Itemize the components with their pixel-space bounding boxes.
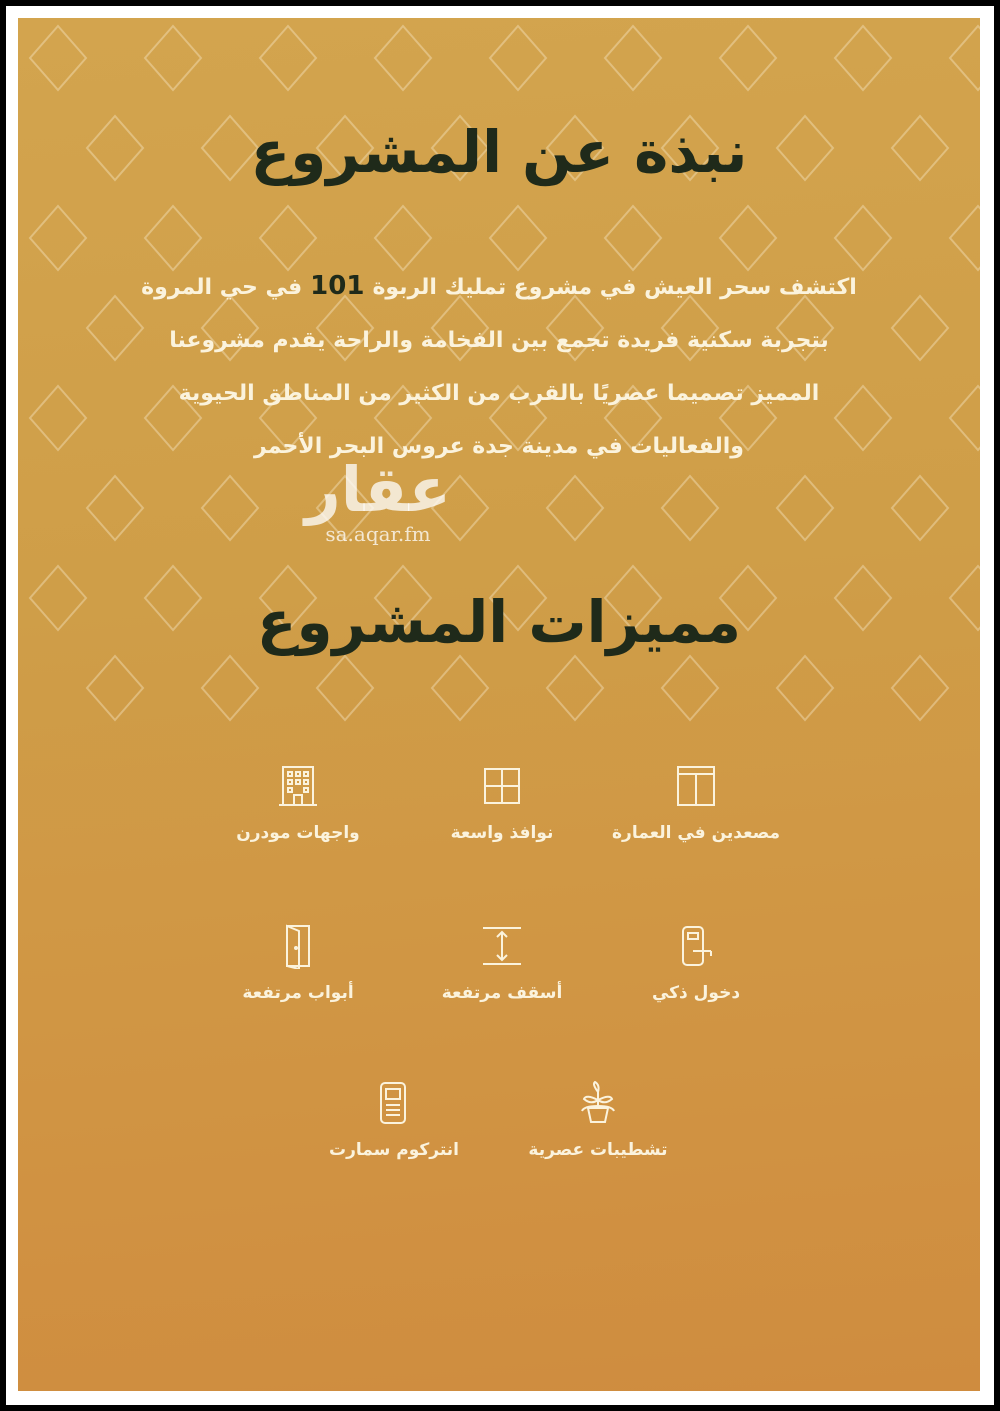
features-heading: مميزات المشروع	[256, 588, 742, 656]
feature-high-doors	[198, 923, 398, 1003]
feature-label: مصعدين في العمارة	[612, 823, 780, 843]
pattern-diamond	[317, 656, 373, 720]
pattern-diamond	[662, 476, 718, 540]
about-line-1: اكتشف سحر العيش في مشروع تمليك الربوة101في حي المروة	[141, 271, 857, 301]
pattern-diamond	[892, 656, 948, 720]
plant-icon	[575, 1080, 621, 1126]
door-icon	[275, 923, 321, 969]
ceiling-height-icon	[479, 923, 525, 969]
pattern-diamond	[490, 26, 546, 90]
about-heading: نبذة عن المشروع	[250, 118, 748, 186]
about-paragraph	[128, 260, 870, 473]
pattern-diamond	[720, 26, 776, 90]
aqar-watermark	[288, 453, 468, 546]
pattern-diamond	[260, 26, 316, 90]
elevator-icon	[673, 763, 719, 809]
feature-label: واجهات مودرن	[236, 823, 360, 843]
pattern-diamond	[777, 476, 833, 540]
pattern-diamond	[605, 26, 661, 90]
aqar-watermark-logo: عقار	[305, 453, 451, 526]
pattern-diamond	[835, 26, 891, 90]
feature-label: دخول ذكي	[651, 983, 741, 1003]
pattern-diamond	[892, 476, 948, 540]
pattern-diamond	[432, 656, 488, 720]
feature-label: تشطيبات عصرية	[528, 1140, 668, 1160]
pattern-diamond	[30, 26, 86, 90]
feature-smart-intercom	[294, 1080, 494, 1160]
pattern-diamond	[950, 386, 980, 450]
pattern-diamond	[662, 656, 718, 720]
brochure-panel	[18, 18, 980, 1391]
pattern-diamond	[30, 386, 86, 450]
about-line-3: المميز تصميما عصريًا بالقرب من الكثير من المناطق الحيوية	[178, 381, 820, 406]
aqar-watermark-url: sa.aqar.fm	[325, 522, 431, 546]
pattern-diamond	[547, 476, 603, 540]
about-line-2: بتجربة سكنية فريدة تجمع بين الفخامة والراحة يقدم مشروعنا	[169, 328, 829, 353]
smart-lock-icon	[673, 923, 719, 969]
intercom-icon	[371, 1080, 417, 1126]
pattern-diamond	[547, 656, 603, 720]
pattern-diamond	[145, 26, 201, 90]
pattern-diamond	[950, 206, 980, 270]
pattern-diamond	[950, 26, 980, 90]
window-icon	[479, 763, 525, 809]
feature-elevators	[596, 763, 796, 843]
pattern-diamond	[777, 656, 833, 720]
building-facade-icon	[275, 763, 321, 809]
project-number: 101	[310, 271, 365, 301]
feature-windows	[402, 763, 602, 843]
pattern-diamond	[87, 656, 143, 720]
feature-facades	[198, 763, 398, 843]
pattern-diamond	[30, 206, 86, 270]
pattern-diamond	[202, 476, 258, 540]
pattern-diamond	[375, 26, 431, 90]
pattern-diamond	[87, 476, 143, 540]
feature-label: أسقف مرتفعة	[441, 983, 563, 1003]
feature-high-ceilings	[402, 923, 602, 1003]
pattern-diamond	[202, 656, 258, 720]
pattern-diamond	[892, 296, 948, 360]
feature-label: نوافذ واسعة	[450, 823, 554, 843]
feature-label: انتركوم سمارت	[328, 1140, 459, 1160]
feature-modern-finishes	[498, 1080, 698, 1160]
feature-smart-entry	[596, 923, 796, 1003]
feature-label: أبواب مرتفعة	[242, 983, 354, 1003]
about-line-4: والفعاليات في مدينة جدة عروس البحر الأحمر	[254, 434, 744, 459]
